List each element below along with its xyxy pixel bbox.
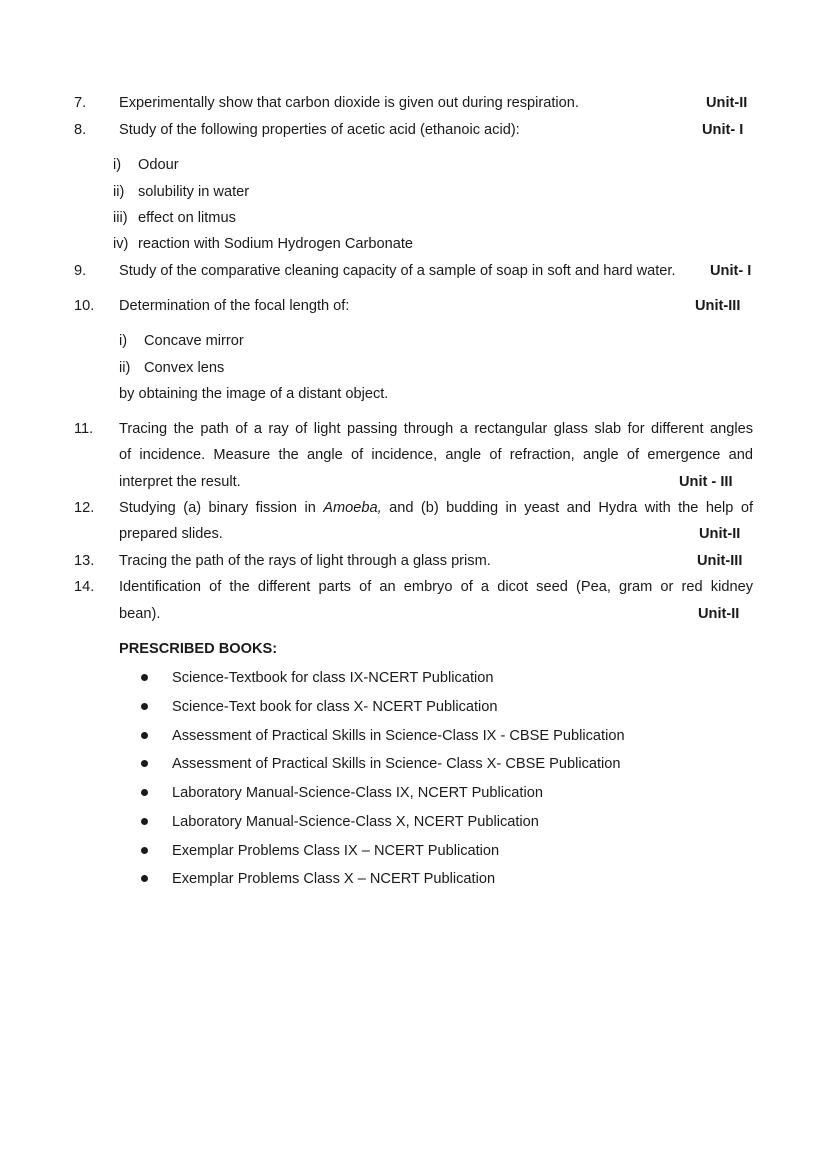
book-item: Science-Textbook for class IX-NCERT Publication (172, 670, 494, 686)
book-item: Laboratory Manual-Science-Class X, NCERT Publication (172, 814, 539, 830)
item-text-part: and (b) budding in yeast and Hydra with the help of (381, 500, 754, 516)
book-item: Assessment of Practical Skills in Science- Class X- CBSE Publication (172, 756, 621, 772)
item-text-line: Identification of the different parts of an embryo of a dicot seed (Pea, gram or red kidney (119, 579, 753, 595)
item-text: Experimentally show that carbon dioxide is given out during respiration. (119, 95, 579, 111)
sub-item-label: iii) (113, 210, 128, 226)
item-number: 10. (74, 298, 95, 314)
book-item: Laboratory Manual-Science-Class IX, NCERT Publication (172, 785, 543, 801)
item-number: 9. (74, 263, 87, 279)
item-text: Study of the comparative cleaning capacity of a sample of soap in soft and hard water. (119, 263, 676, 279)
item-text-part: Studying (a) binary fission in (119, 500, 324, 516)
item-text: Tracing the path of the rays of light through a glass prism. (119, 553, 491, 569)
item-continuation: by obtaining the image of a distant object. (119, 386, 389, 402)
book-item: Science-Text book for class X- NCERT Publication (172, 699, 498, 715)
sub-item-label: i) (119, 333, 128, 349)
item-number: 13. (74, 553, 95, 569)
section-heading: PRESCRIBED BOOKS: (119, 641, 278, 657)
item-number: 8. (74, 122, 87, 138)
unit-label: Unit-II (706, 95, 748, 111)
unit-label: Unit- I (710, 263, 752, 279)
sub-item-label: ii) (113, 184, 125, 200)
unit-label: Unit-II (699, 526, 741, 542)
unit-label: Unit-III (695, 298, 741, 314)
bullet-icon (141, 703, 148, 710)
item-number: 11. (74, 421, 94, 437)
bullet-icon (141, 760, 148, 767)
sub-item-label: i) (113, 157, 122, 173)
bullet-icon (141, 732, 148, 739)
book-item: Exemplar Problems Class IX – NCERT Publication (172, 843, 500, 859)
species-name: Amoeba, (323, 500, 382, 516)
book-item: Assessment of Practical Skills in Science-Class IX - CBSE Publication (172, 728, 625, 744)
sub-item-text: solubility in water (138, 184, 250, 200)
item-text-line: prepared slides. (119, 526, 223, 542)
unit-label: Unit-III (697, 553, 743, 569)
item-text-line (119, 499, 753, 517)
sub-item-label: ii) (119, 360, 131, 376)
sub-item-text: Concave mirror (144, 333, 244, 349)
item-text: Determination of the focal length of: (119, 298, 350, 314)
bullet-icon (141, 847, 148, 854)
bullet-icon (141, 875, 148, 882)
sub-item-text: Convex lens (144, 360, 225, 376)
item-number: 14. (74, 579, 95, 595)
sub-item-text: reaction with Sodium Hydrogen Carbonate (138, 236, 414, 252)
unit-label: Unit- I (702, 122, 744, 138)
bullet-icon (141, 674, 148, 681)
item-text-line: Tracing the path of a ray of light passing through a rectangular glass slab for different angles (119, 421, 753, 437)
bullet-icon (141, 789, 148, 796)
unit-label: Unit - III (679, 474, 733, 490)
item-text: Study of the following properties of acetic acid (ethanoic acid): (119, 122, 520, 138)
item-text-line: bean). (119, 606, 161, 622)
book-item: Exemplar Problems Class X – NCERT Publication (172, 871, 496, 887)
sub-item-text: effect on litmus (138, 210, 236, 226)
bullet-icon (141, 818, 148, 825)
sub-item-text: Odour (138, 157, 179, 173)
item-text-line: interpret the result. (119, 474, 241, 490)
item-text-line: of incidence. Measure the angle of incidence, angle of refraction, angle of emergence and (119, 447, 753, 463)
unit-label: Unit-II (698, 606, 740, 622)
item-number: 12. (74, 500, 95, 516)
item-number: 7. (74, 95, 87, 111)
sub-item-label: iv) (113, 236, 129, 252)
